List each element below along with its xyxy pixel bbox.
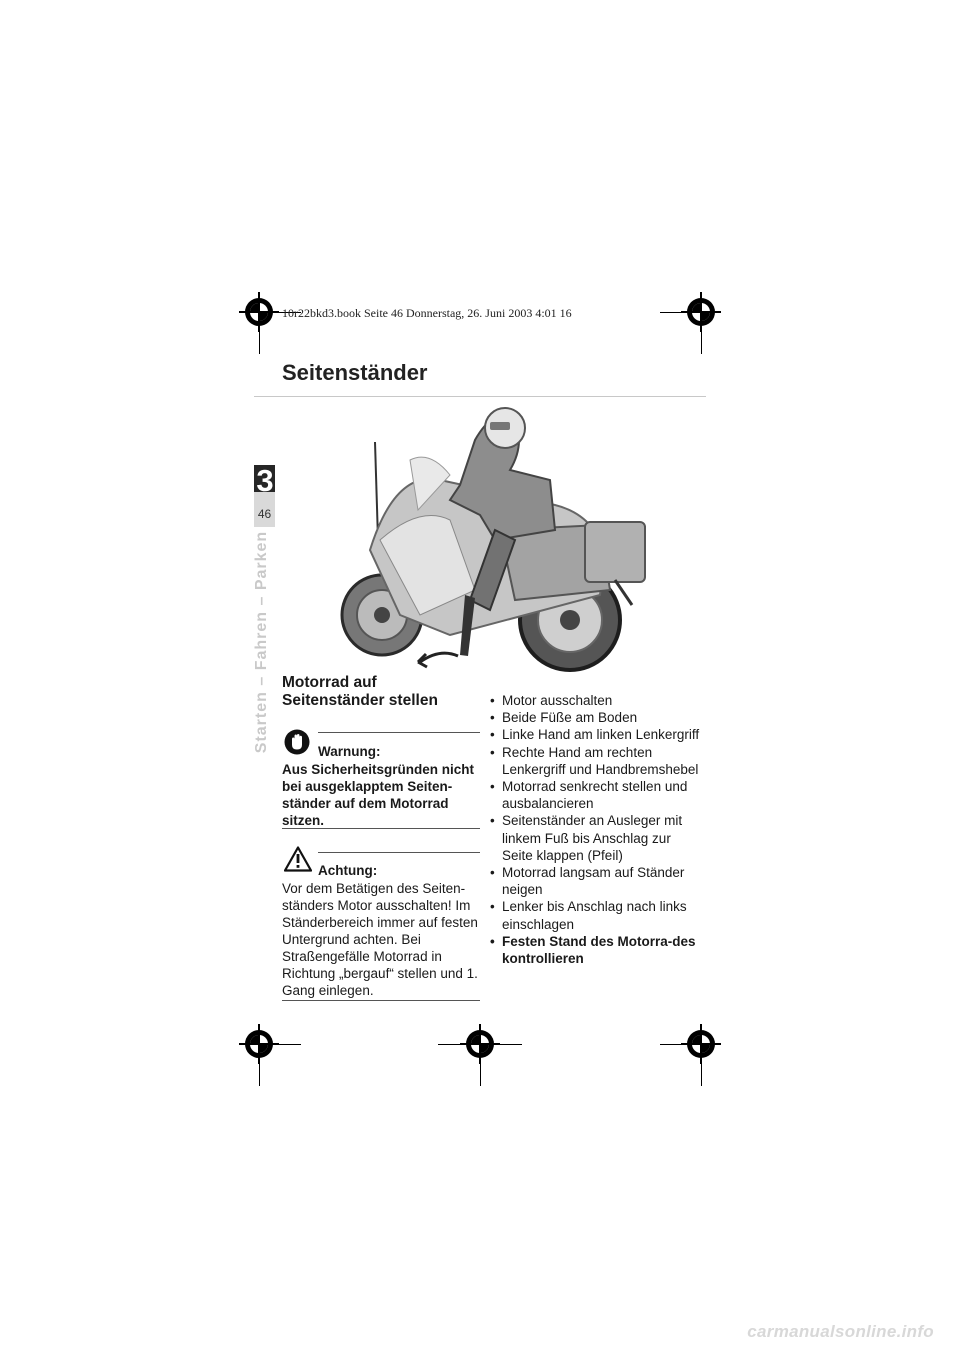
caution-top-rule — [318, 852, 480, 853]
trim-line — [660, 1044, 682, 1045]
trim-line — [259, 332, 260, 354]
crop-mark-bottom-center — [460, 1024, 500, 1064]
caution-bottom-rule — [282, 1000, 480, 1001]
list-item: • Beide Füße am Boden — [490, 709, 700, 726]
print-header-info: 10r22bkd3.book Seite 46 Donnerstag, 26. Juni 2003 4:01 16 — [282, 306, 572, 320]
caution-label: Achtung: — [318, 863, 378, 878]
list-item: • Rechte Hand am rechten Lenkergriff und Handbremshebel — [490, 744, 700, 778]
caution-text: Vor dem Betätigen des Seiten-ständers Motor ausschalten! Im Ständerbereich immer auf festen Untergrund achten. Bei Straßengefälle Motorrad in Richtung „bergauf“ stellen und 1. Gang einlegen. — [282, 881, 478, 998]
warning-text: Aus Sicherheitsgründen nicht bei ausgeklapptem Seiten-ständer auf dem Motorrad sitzen. — [282, 762, 475, 828]
instruction-list — [490, 692, 700, 967]
crop-mark-bottom-left — [239, 1024, 279, 1064]
section-heading: Motorrad auf Seitenständer stellen — [282, 674, 438, 709]
trim-line — [660, 312, 682, 313]
motorcycle-rider-illustration — [300, 400, 700, 678]
crop-mark-top-left — [239, 292, 279, 332]
watermark: carmanualsonline.info — [747, 1322, 934, 1341]
trim-line — [701, 332, 702, 354]
trim-line — [259, 1064, 260, 1086]
warning-label: Warnung: — [318, 744, 381, 759]
list-item: • Motor ausschalten — [490, 692, 700, 709]
list-item: • Motorrad senkrecht stellen und ausbalancieren — [490, 778, 700, 812]
trim-line — [438, 1044, 460, 1045]
crop-mark-bottom-right — [681, 1024, 721, 1064]
page-number: 46 — [257, 507, 272, 521]
title-divider — [254, 396, 706, 397]
trim-line — [500, 1044, 522, 1045]
chapter-side-label: Starten – Fahren – Parken — [253, 530, 270, 754]
list-item: • Seitenständer an Ausleger mit linkem Fuß bis Anschlag zur Seite klappen (Pfeil) — [490, 812, 700, 864]
warning-top-rule — [318, 732, 480, 733]
chapter-number: 3 — [256, 463, 274, 498]
list-item: • Motorrad langsam auf Ständer neigen — [490, 864, 700, 898]
crop-mark-top-right — [681, 292, 721, 332]
list-item: • Festen Stand des Motorra-des kontrollieren — [490, 933, 700, 967]
page-title: Seitenständer — [282, 360, 428, 385]
stop-hand-icon — [284, 729, 310, 755]
list-item: • Lenker bis Anschlag nach links einschlagen — [490, 898, 700, 932]
warning-bottom-rule — [282, 828, 480, 829]
trim-line — [480, 1064, 481, 1086]
list-item: • Linke Hand am linken Lenkergriff — [490, 726, 700, 743]
trim-line — [279, 1044, 301, 1045]
trim-line — [701, 1064, 702, 1086]
exclamation-triangle-icon — [284, 846, 312, 872]
